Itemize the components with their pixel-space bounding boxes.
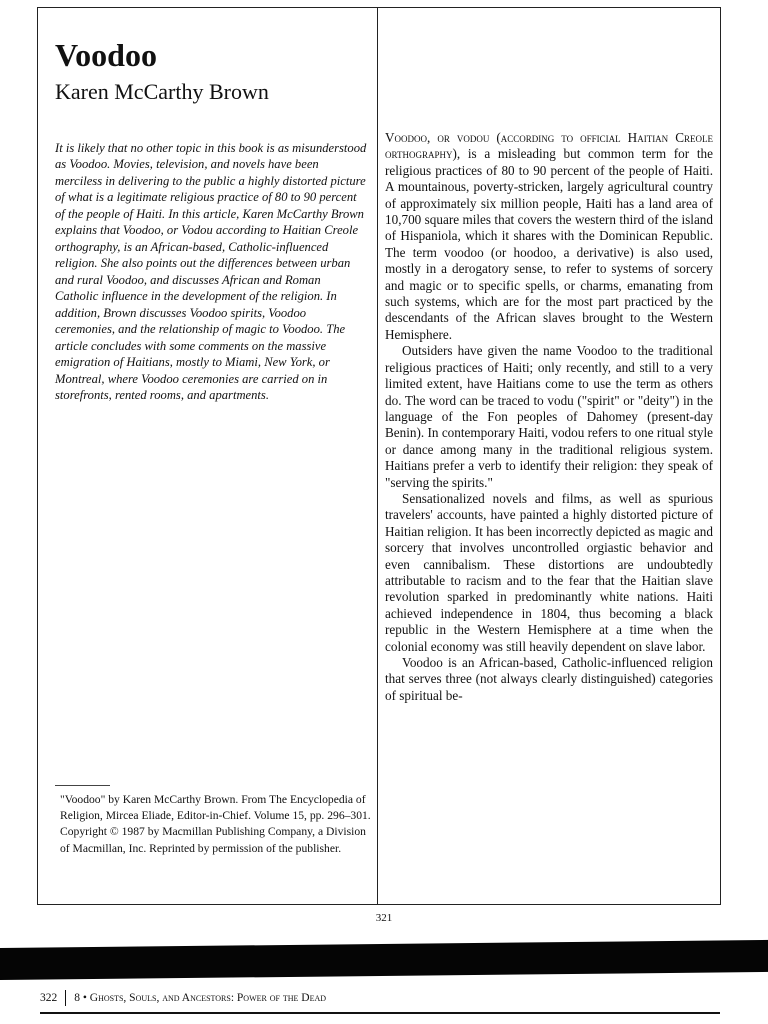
- body-paragraph-1-text: is a misleading but common term for the religious practices of 80 to 90 percent of the people of Haiti. A mountainous, poverty-stricken, largely agricultural country of approximately six million people, Haiti has a land area of 10,700 square miles that covers the western third of the island of Hispaniola, which it shares with the Dominican Republic. The term voodoo (or hoodoo, a derivative) is also used, mostly in a derogatory sense, to refer to systems of sorcery and magic or to specific spells, or charms, emanating from such systems, which are for the most part practiced by the descendants of the African slaves brought to the Western Hemisphere.: [385, 146, 713, 342]
- body-paragraph-3: Sensationalized novels and films, as well as spurious travelers' accounts, have painted a highly distorted picture of Haitian religion. It has been incorrectly depicted as magic and sorcery that involves uncontrolled orgiastic behavior and even cannibalism. These distortions are undoubtedly attributable to racism and to the fear that the Haitian slave revolution sparked in predominantly white nations. Haiti achieved independence in 1804, thus becoming a black republic in the Western Hemisphere at a time when the colonial economy was still heavily dependent on slave labor.: [385, 490, 713, 654]
- left-column: [55, 38, 367, 416]
- next-page-header: [40, 990, 326, 1006]
- header-separator: [65, 990, 66, 1006]
- scan-edge-band: [0, 940, 768, 980]
- source-footnote: "Voodoo" by Karen McCarthy Brown. From The Encyclopedia of Religion, Mircea Eliade, Editor-in-Chief. Volume 15, pp. 296–301. Copyright © 1987 by Macmillan Publishing Company, a Division of Macmillan, Inc. Reprinted by permission of the publisher.: [60, 793, 371, 855]
- article-abstract: It is likely that no other topic in this book is as misunderstood as Voodoo. Movies, television, and novels have been merciless in delivering to the public a highly distorted picture of what is a legitimate religious practice of 80 to 90 percent of the people of Haiti. In this article, Karen McCarthy Brown explains that Voodoo, or Vodou according to Haitian Creole orthography, is an African-based, Catholic-influenced religion. She also points out the differences between urban and rural Voodoo, and discusses African and Roman Catholic influence in the development of the religion. In addition, Brown discusses Voodoo spirits, Voodoo ceremonies, and the relationship of magic to Voodoo. The article concludes with some comments on the massive emigration of Haitians, mostly to Miami, New York, or Montreal, where Voodoo ceremonies are carried on in storefronts, rented rooms, and apartments.: [55, 140, 367, 403]
- body-paragraph-4: Voodoo is an African-based, Catholic-influenced religion that serves three (not always clearly distinguished) categories of spiritual be-: [385, 655, 713, 703]
- body-paragraph-2: Outsiders have given the name Voodoo to the traditional religious practices of Haiti; only recently, and still to a very limited extent, have Haitians come to use the term as others do. The word can be traced to vodu ("spirit" or "deity") in the language of the Fon peoples of Dahomey (present-day Benin). In contemporary Haiti, vodou refers to one ritual style or dance among many in the traditional religious system. Haitians prefer a verb to identify their religion: they speak of "serving the spirits.": [385, 343, 713, 490]
- next-page-number: 322: [40, 992, 58, 1004]
- article-title: Voodoo: [55, 37, 157, 73]
- page-number: 321: [375, 912, 393, 924]
- article-author: Karen McCarthy Brown: [55, 79, 269, 105]
- lead-in: Voodoo, or vodou (according to official Haitian Creole orthography),: [385, 130, 713, 162]
- header-rule: [40, 1012, 720, 1014]
- right-column: [385, 130, 713, 704]
- column-divider: [377, 7, 378, 905]
- chapter-title: 8 • Ghosts, Souls, and Ancestors: Power of the Dead: [74, 992, 327, 1004]
- footnote-rule: [55, 785, 110, 786]
- body-paragraph-1: [385, 130, 713, 343]
